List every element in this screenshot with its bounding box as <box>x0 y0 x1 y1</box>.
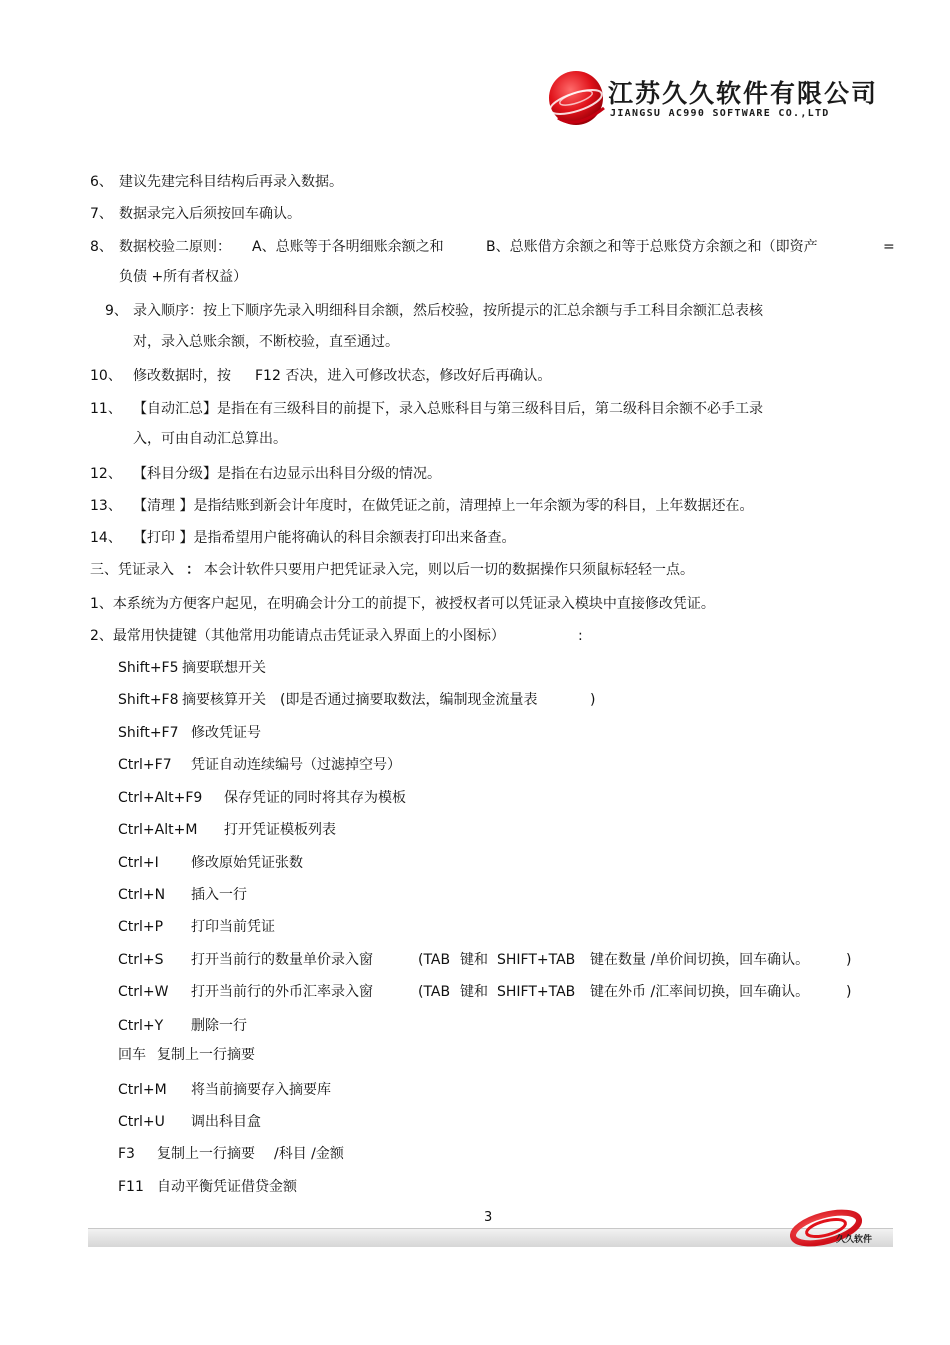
shortcut-key: Ctrl+W <box>118 984 169 1000</box>
item-8-principle-b: B、总账借方余额之和等于总账贷方余额之和（即资产 <box>486 239 818 255</box>
item-11-text: 【自动汇总】是指在有三级科目的前提下，录入总账科目与第三级科目后，第二级科目余额不必手工录 <box>133 401 763 417</box>
page-number: 3 <box>484 1210 493 1225</box>
shortcut-key: Shift+F8 <box>118 692 179 708</box>
shortcut-desc: 打开当前行的数量单价录入窗 <box>191 952 373 968</box>
item-13-text: 【清理 】是指结账到新会计年度时，在做凭证之前，清理掉上一年余额为零的科目，上年数据还在。 <box>133 498 754 514</box>
shortcut-key: Ctrl+P <box>118 919 164 935</box>
item-10-number: 10、 <box>90 368 122 384</box>
footer-brand: 久久软件 <box>836 1235 873 1245</box>
footer-bar <box>88 1228 893 1247</box>
section-3-text: 本会计软件只要用户把凭证录入完，则以后一切的数据操作只须鼠标轻轻一点。 <box>204 562 694 578</box>
shortcut-desc-extra: /科目 /金额 <box>274 1146 344 1162</box>
shortcut-key: F3 <box>118 1146 135 1162</box>
shortcut-extra: SHIFT+TAB <box>497 952 576 968</box>
section-3-colon: ： <box>186 562 200 578</box>
shortcut-key: Ctrl+I <box>118 855 159 871</box>
item-8-label: 数据校验二原则： <box>119 239 231 255</box>
section-3-paragraph-1: 1、本系统为方便客户起见，在明确会计分工的前提下，被授权者可以凭证录入模块中直接修改凭证。 <box>90 596 715 612</box>
shortcut-key: Ctrl+U <box>118 1114 165 1130</box>
item-8-continuation: 负债 +所有者权益） <box>119 269 248 285</box>
shortcut-extra: 键在数量 /单价间切换，回车确认。 <box>590 952 810 968</box>
shortcut-desc: 插入一行 <box>191 887 247 903</box>
shortcut-key: Shift+F5 <box>118 660 179 676</box>
shortcut-key: Ctrl+Alt+M <box>118 822 198 838</box>
item-12-text: 【科目分级】是指在右边显示出科目分级的情况。 <box>133 466 441 482</box>
shortcut-extra-close: ) <box>846 984 852 1000</box>
shortcut-desc: 保存凭证的同时将其存为模板 <box>224 790 406 806</box>
shortcut-key: Ctrl+N <box>118 887 166 903</box>
shortcut-desc: 复制上一行摘要 <box>157 1146 255 1162</box>
shortcut-desc: 将当前摘要存入摘要库 <box>191 1082 331 1098</box>
shortcut-desc: 修改原始凭证张数 <box>191 855 303 871</box>
shortcut-extra: 键和 <box>460 984 488 1000</box>
item-6-number: 6、 <box>90 174 113 190</box>
item-8-equals: = <box>883 239 895 255</box>
item-9-continuation: 对，录入总账余额，不断校验，直至通过。 <box>133 334 399 350</box>
logo-emblem-icon <box>546 68 610 132</box>
shortcut-key: Shift+F7 <box>118 725 179 741</box>
shortcut-key: Ctrl+M <box>118 1082 167 1098</box>
item-13-number: 13、 <box>90 498 122 514</box>
shortcut-desc: 修改凭证号 <box>191 725 261 741</box>
shortcut-extra: 键和 <box>460 952 488 968</box>
company-name-cn: 江苏久久软件有限公司 <box>608 79 879 108</box>
shortcut-key: F11 <box>118 1179 144 1195</box>
item-10-text-a: 修改数据时，按 <box>133 368 231 384</box>
company-name-en: JIANGSU AC990 SOFTWARE CO.,LTD <box>610 108 830 119</box>
shortcut-desc: 摘要核算开关 <box>182 692 266 708</box>
shortcut-extra: (TAB <box>418 984 451 1000</box>
shortcut-desc: 打开凭证模板列表 <box>224 822 336 838</box>
shortcut-desc: 摘要联想开关 <box>182 660 266 676</box>
shortcut-desc: 打印当前凭证 <box>191 919 275 935</box>
shortcut-desc: 复制上一行摘要 <box>157 1047 255 1063</box>
item-14-text: 【打印 】是指希望用户能将确认的科目余额表打印出来备查。 <box>133 530 516 546</box>
item-10-text-b: F12 否决，进入可修改状态，修改好后再确认。 <box>255 368 552 384</box>
shortcut-key: 回车 <box>118 1047 146 1063</box>
shortcut-desc: 自动平衡凭证借贷金额 <box>157 1179 297 1195</box>
item-6-text: 建议先建完科目结构后再录入数据。 <box>119 174 343 190</box>
shortcut-key: Ctrl+Y <box>118 1018 164 1034</box>
section-3-title: 三、凭证录入 <box>90 562 174 578</box>
shortcut-desc: 凭证自动连续编号（过滤掉空号） <box>191 757 401 773</box>
shortcut-desc: 调出科目盒 <box>191 1114 261 1130</box>
shortcut-extra: 键在外币 /汇率间切换，回车确认。 <box>590 984 810 1000</box>
shortcut-extra-close: ) <box>846 952 852 968</box>
shortcut-desc: 删除一行 <box>191 1018 247 1034</box>
section-3-paragraph-2: 2、最常用快捷键（其他常用功能请点击凭证录入界面上的小图标） <box>90 628 505 644</box>
item-7-text: 数据录完入后须按回车确认。 <box>119 206 301 222</box>
item-14-number: 14、 <box>90 530 122 546</box>
item-11-number: 11、 <box>90 401 122 417</box>
shortcut-extra-close: ) <box>590 692 596 708</box>
item-12-number: 12、 <box>90 466 122 482</box>
item-8-number: 8、 <box>90 239 113 255</box>
company-logo <box>546 68 896 132</box>
shortcut-desc: 打开当前行的外币汇率录入窗 <box>191 984 373 1000</box>
shortcut-extra: (TAB <box>418 952 451 968</box>
item-11-continuation: 入，可由自动汇总算出。 <box>133 431 287 447</box>
shortcut-extra: (即是否通过摘要取数法，编制现金流量表 <box>280 692 538 708</box>
shortcut-key: Ctrl+S <box>118 952 164 968</box>
shortcut-extra: SHIFT+TAB <box>497 984 576 1000</box>
item-9-number: 9、 <box>105 303 128 319</box>
item-9-text: 录入顺序：按上下顺序先录入明细科目余额，然后校验，按所提示的汇总余额与手工科目余额汇总表核 <box>133 303 763 319</box>
item-8-principle-a: A、总账等于各明细账余额之和 <box>252 239 444 255</box>
item-7-number: 7、 <box>90 206 113 222</box>
shortcut-key: Ctrl+F7 <box>118 757 172 773</box>
shortcut-key: Ctrl+Alt+F9 <box>118 790 203 806</box>
section-3-paragraph-2-colon: : <box>578 628 583 644</box>
